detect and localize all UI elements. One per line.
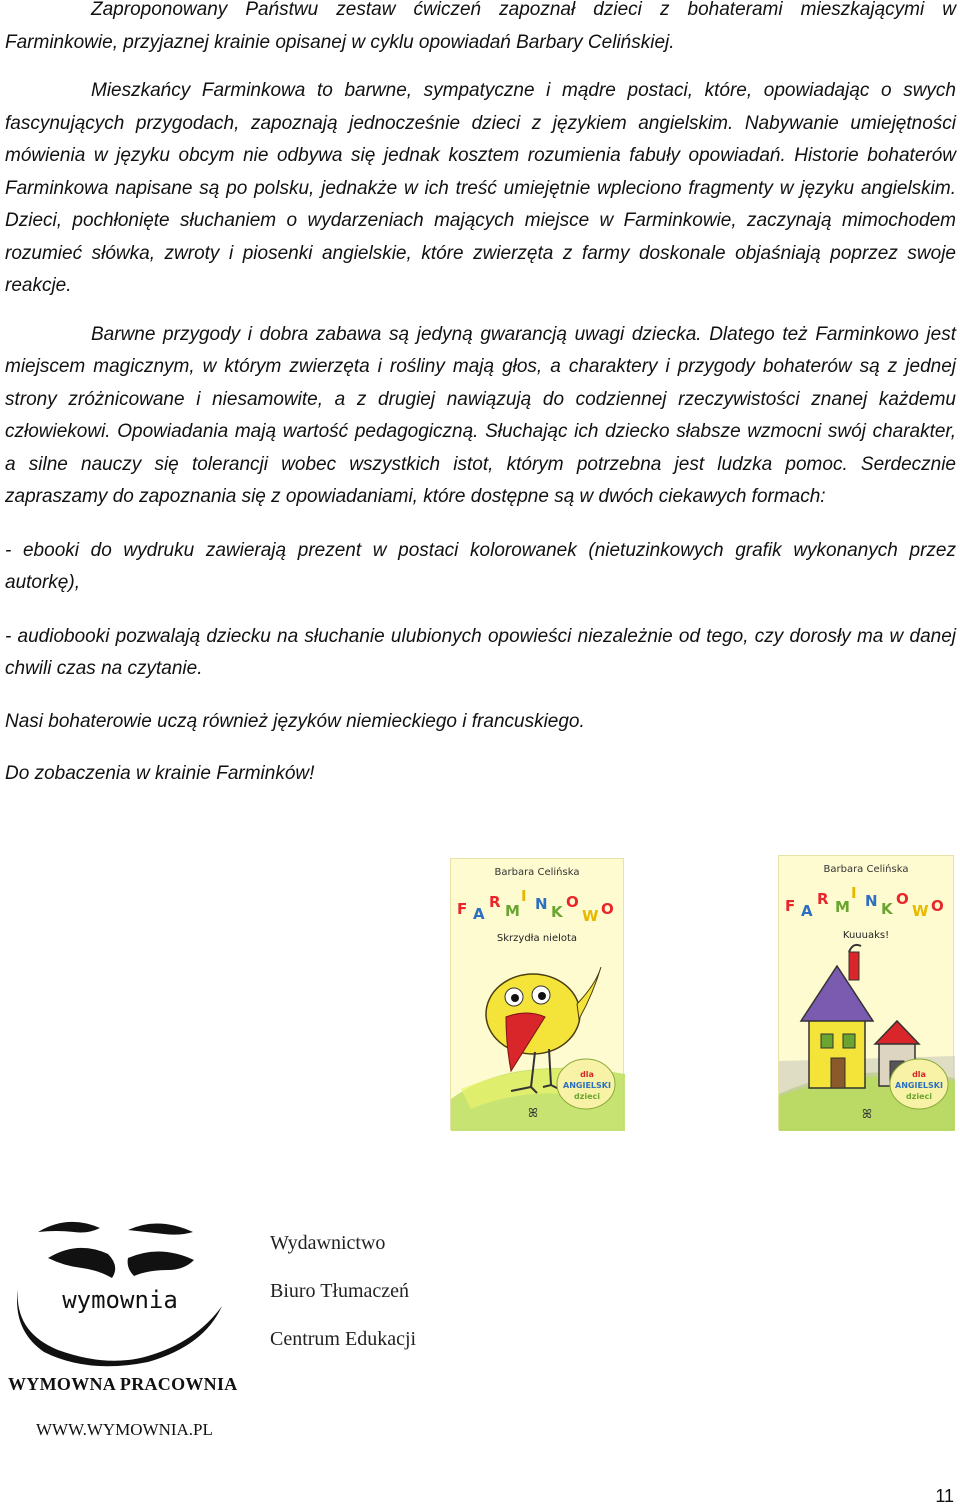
list-item-ebooks: - ebooki do wydruku zawierają prezent w postaci kolorowanek (nietuzinkowych grafik wykonanych przez autorkę), bbox=[5, 539, 956, 593]
service-education: Centrum Edukacji bbox=[270, 1328, 417, 1350]
paragraph-adventures: Barwne przygody i dobra zabawa są jedyną gwarancją uwagi dziecka. Dlatego też Farminkowo jest miejscem magicznym, w którym zwierzęta i rośliny mają głos, a charaktery i przygody bohaterów są z jednej strony zróżnicowane i niesamowite, a z drugiej nawiązują do codziennej rzeczywistości znanej każdemu człowiekowi. Opowiadania mają wartość pedagogiczną. Słuchając ich dziecko słabsze wzmocni swój charakter, a silne nauczy się tolerancji wobec wszystkich istot, którym potrzebna jest ludzka pomoc. Serdecznie zapraszamy do zapoznania się z opowiadaniami, które dostępne są w dwóch ciekawych formach: bbox=[5, 323, 956, 507]
language-badge bbox=[893, 1069, 945, 1102]
brand-letter: M bbox=[505, 902, 520, 920]
brand-letter: N bbox=[865, 892, 878, 910]
badge-language: ANGIELSKI bbox=[895, 1081, 943, 1090]
brand-letter: F bbox=[785, 897, 796, 915]
badge-language: ANGIELSKI bbox=[563, 1081, 611, 1090]
brand-letter: O bbox=[931, 897, 944, 915]
publisher-logo bbox=[8, 1210, 233, 1370]
cover-title: Skrzydła nielota bbox=[496, 933, 578, 944]
brand-letter: R bbox=[817, 890, 829, 908]
service-translation: Biuro Tłumaczeń bbox=[270, 1280, 410, 1302]
list-item-audiobooks: - audiobooki pozwalają dziecku na słuchanie ulubionych opowieści niezależnie od tego, czy dorosły ma w danej chwili czas na czytanie. bbox=[5, 625, 956, 679]
svg-text:ꕤ: ꕤ bbox=[528, 1106, 538, 1120]
brand-letter: K bbox=[551, 903, 563, 921]
brand-letter: W bbox=[912, 902, 929, 920]
badge-dla: dla bbox=[580, 1070, 594, 1079]
language-badge bbox=[561, 1069, 613, 1102]
brand-letter: O bbox=[566, 893, 579, 911]
svg-text:ꕤ: ꕤ bbox=[862, 1107, 872, 1121]
service-publishing: Wydawnictwo bbox=[270, 1232, 386, 1254]
brand-letter: N bbox=[535, 895, 548, 913]
page-number: 11 bbox=[935, 1486, 954, 1506]
cover-title: Kuuuaks! bbox=[842, 930, 890, 941]
brand-letter: I bbox=[851, 884, 857, 902]
wymownia-logo-icon bbox=[8, 1210, 233, 1370]
badge-dzieci: dzieci bbox=[905, 1092, 933, 1101]
brand-letter: I bbox=[521, 887, 527, 905]
paragraph-intro: Zaproponowany Państwu zestaw ćwiczeń zapoznał dzieci z bohaterami mieszkającymi w Farminkowie, przyjaznej krainie opisanej w cyklu opowiadań Barbary Celińskiej. bbox=[5, 0, 956, 53]
brand-letter: A bbox=[801, 902, 813, 920]
paragraph-farewell: Do zobaczenia w krainie Farminków! bbox=[5, 763, 315, 784]
paragraph-residents: Mieszkańcy Farminkowa to barwne, sympatyczne i mądre postaci, które, opowiadając o swych fascynujących przygodach, zapoznają jednocześnie dzieci z językiem angielskim. Nabywanie umiejętności mówienia w języku obcym nie odbywa się jednak kosztem rozumienia fabuły opowiadań. Historie bohaterów Farminkowa napisane są po polsku, jednakże w ich treść umiejętnie wpleciono fragmenty w języku angielskim. Dzieci, pochłonięte słuchaniem o wydarzeniach mających miejsce w Farminkowie, zaczynają mimochodem rozumieć słówka, zwroty i piosenki angielskie, które zwierzęta z farmy doskonale objaśniają poprzez swoje reakcje. bbox=[5, 80, 956, 296]
article-body bbox=[5, 0, 956, 791]
book-cover-skrzydla-nielota bbox=[450, 858, 624, 1130]
brand-letter: F bbox=[457, 900, 468, 918]
badge-dla: dla bbox=[912, 1070, 926, 1079]
publisher-brand: WYMOWNA PRACOWNIA bbox=[8, 1374, 238, 1394]
cover-author: Barbara Celińska bbox=[494, 867, 580, 878]
badge-dzieci: dzieci bbox=[573, 1092, 601, 1101]
paragraph-languages: Nasi bohaterowie uczą również języków niemieckiego i francuskiego. bbox=[5, 710, 585, 732]
book-cover-kuuuaks bbox=[778, 855, 954, 1130]
publisher-services bbox=[270, 1228, 416, 1372]
brand-letter: W bbox=[582, 907, 599, 925]
logo-wordmark: wymownia bbox=[62, 1286, 178, 1314]
brand-letter: O bbox=[896, 890, 909, 908]
brand-letter: M bbox=[835, 898, 850, 916]
publisher-url: WWW.WYMOWNIA.PL bbox=[36, 1420, 213, 1439]
cover-author: Barbara Celińska bbox=[823, 864, 909, 875]
brand-letter: K bbox=[881, 900, 893, 918]
brand-letter: R bbox=[489, 893, 501, 911]
brand-letter: A bbox=[473, 905, 485, 923]
brand-letter: O bbox=[601, 900, 614, 918]
